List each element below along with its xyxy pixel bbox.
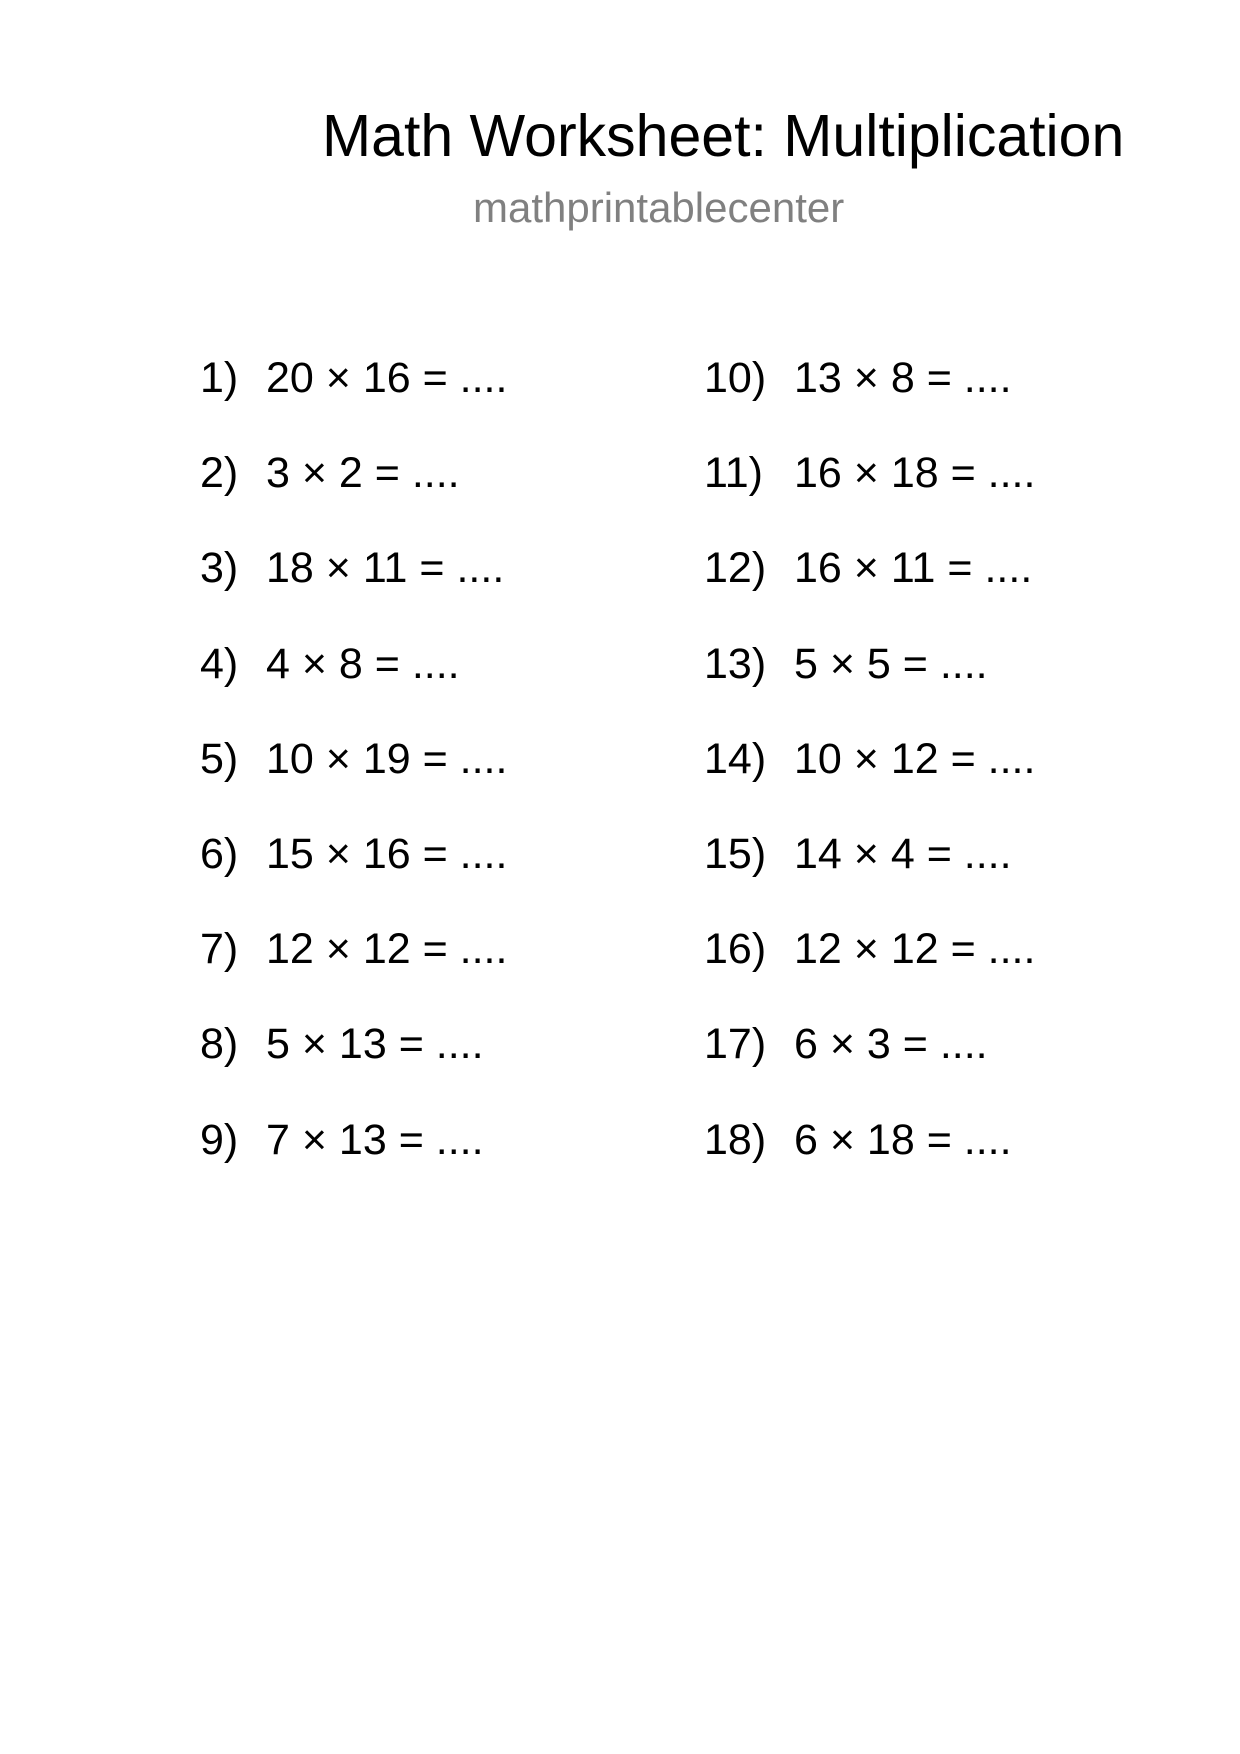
problem-number: 11) [704, 449, 763, 498]
problem-expression: 10 × 19 = .... [266, 734, 508, 783]
problem-item [704, 729, 1035, 824]
problem-number: 18) [704, 1115, 767, 1164]
problem-number: 14) [704, 734, 767, 783]
problem-number: 15) [704, 829, 767, 878]
problem-expression: 16 × 18 = .... [794, 449, 1036, 498]
problem-list-right [704, 348, 1035, 1205]
problem-item [704, 348, 1035, 443]
worksheet-title: Math Worksheet: Multiplication [322, 103, 1125, 169]
problem-item [704, 443, 1035, 538]
problem-list-left [200, 348, 507, 1205]
problem-expression: 20 × 16 = .... [266, 354, 508, 402]
problem-number: 17) [704, 1020, 767, 1069]
problem-item [200, 443, 507, 538]
problem-item [704, 1014, 1035, 1109]
problem-expression: 6 × 18 = .... [794, 1115, 1012, 1164]
problem-item [704, 538, 1035, 633]
problem-item [200, 824, 507, 919]
problem-expression: 14 × 4 = .... [794, 829, 1012, 878]
problem-item [200, 1110, 507, 1205]
problem-number: 3) [200, 544, 239, 593]
problem-number: 10) [704, 354, 767, 402]
problem-expression: 10 × 12 = .... [794, 734, 1036, 783]
problem-number: 2) [200, 449, 239, 498]
problem-item [704, 634, 1035, 729]
problem-item [704, 919, 1035, 1014]
problem-expression: 15 × 16 = .... [266, 829, 508, 878]
problem-number: 16) [704, 925, 767, 974]
problem-expression: 13 × 8 = .... [794, 354, 1012, 402]
problem-item [200, 1014, 507, 1109]
worksheet-source: mathprintablecenter [473, 184, 845, 231]
problem-expression: 6 × 3 = .... [794, 1020, 988, 1069]
problem-number: 7) [200, 925, 239, 974]
problem-number: 4) [200, 639, 239, 688]
problem-expression: 3 × 2 = .... [266, 449, 460, 498]
problem-item [200, 919, 507, 1014]
problem-number: 9) [200, 1115, 239, 1164]
problem-expression: 18 × 11 = .... [266, 544, 505, 593]
problem-expression: 5 × 13 = .... [266, 1020, 484, 1069]
problem-number: 5) [200, 734, 239, 783]
problem-number: 12) [704, 544, 767, 593]
problem-expression: 4 × 8 = .... [266, 639, 460, 688]
problem-item [704, 1110, 1035, 1205]
problem-expression: 16 × 11 = .... [794, 544, 1033, 593]
problem-number: 1) [200, 354, 239, 402]
problem-expression: 12 × 12 = .... [266, 925, 508, 974]
problem-number: 13) [704, 639, 767, 688]
problem-item [200, 348, 507, 443]
problem-item [200, 729, 507, 824]
problem-expression: 12 × 12 = .... [794, 925, 1036, 974]
problem-expression: 5 × 5 = .... [794, 639, 988, 688]
problem-item [200, 634, 507, 729]
problem-number: 8) [200, 1020, 239, 1069]
problem-number: 6) [200, 829, 239, 878]
problem-expression: 7 × 13 = .... [266, 1115, 484, 1164]
problem-item [704, 824, 1035, 919]
problem-item [200, 538, 507, 633]
